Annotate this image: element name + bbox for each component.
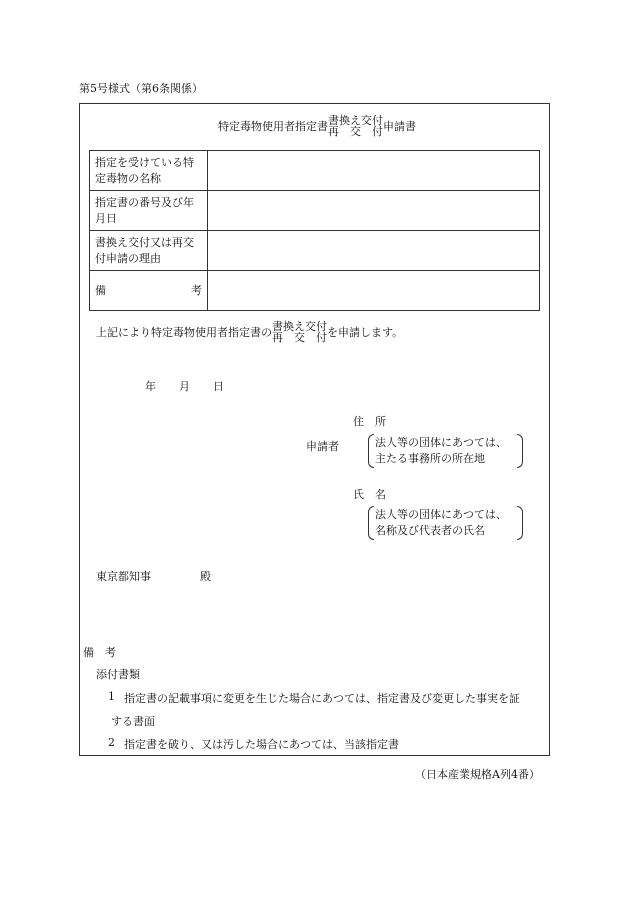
statement-suffix: を申請します。 [327,326,404,339]
date-month: 月 [179,380,190,393]
title-suffix: 申請書 [383,120,416,133]
address-note-bracket-left [368,434,374,468]
addressee-name: 東京都知事 [96,570,151,583]
form-number-label: 第5号様式（第6条関係） [79,82,203,95]
attachment-item-1-number: 1 [108,690,115,703]
name-note-bracket-left [368,506,374,540]
attachment-item-1-text: 指定書の記載事項に変更を生じた場合にあつては、指定書及び変更した事実を証 [124,692,520,705]
paper-standard-label: （日本産業規格A列4番） [415,768,540,781]
addressee-honorific: 殿 [200,570,211,583]
poison-name-field[interactable] [208,151,540,191]
title-options [328,115,383,137]
name-label: 氏 名 [353,488,386,501]
remarks-field[interactable] [208,271,540,311]
remarks-label: 備 考 [90,271,208,311]
address-note: 法人等の団体にあつては、 主たる事務所の所在地 [375,436,507,465]
table-row [90,191,540,231]
title-option-reissue: 再 交 付 [328,125,383,138]
date-day: 日 [213,380,224,393]
form-title [218,115,416,137]
applicant-label: 申請者 [306,440,339,453]
statement-prefix: 上記により特定毒物使用者指定書の [96,326,272,339]
row-label: 指定を受けている特 定毒物の名称 [90,151,208,191]
certificate-number-date-field[interactable] [208,191,540,231]
statement-option-rewrite: 書換え交付 [272,320,327,333]
address-note-bracket-right [517,434,523,468]
address-label: 住 所 [353,415,386,428]
table-row [90,271,540,311]
attachment-item-2-number: 2 [108,736,115,749]
title-option-rewrite: 書換え交付 [328,114,383,127]
title-prefix: 特定毒物使用者指定書 [218,120,328,133]
name-note: 法人等の団体にあつては、 名称及び代表者の氏名 [375,508,507,537]
name-note-bracket-right [517,506,523,540]
attachment-item-2-text: 指定書を破り、又は汚した場合にあつては、当該指定書 [124,738,399,751]
attachment-item-1-continuation: する書面 [111,715,155,728]
row-label: 指定書の番号及び年 月日 [90,191,208,231]
attachments-heading: 添付書類 [96,668,140,681]
statement-option-reissue: 再 交 付 [272,331,327,344]
row-label: 書換え交付又は再交 付申請の理由 [90,231,208,271]
reason-field[interactable] [208,231,540,271]
table-row [90,151,540,191]
statement-options [272,321,327,343]
application-statement [96,321,403,343]
application-info-table [89,150,540,311]
date-year: 年 [145,380,156,393]
table-row [90,231,540,271]
notes-heading: 備 考 [83,646,116,659]
